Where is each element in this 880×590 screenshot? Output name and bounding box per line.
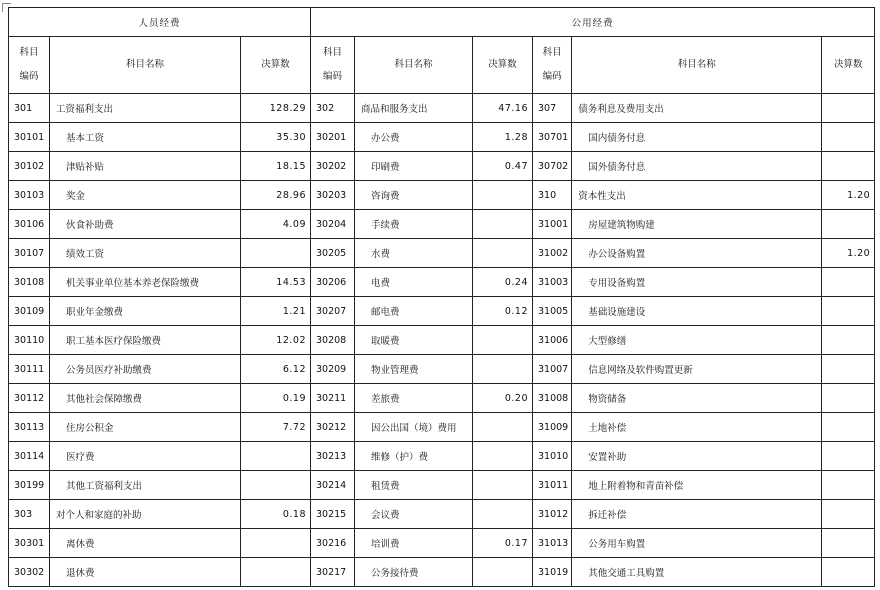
subject-code-cell: 30301 [9,529,50,558]
amount-cell [822,210,875,239]
amount-cell [822,529,875,558]
subject-code-cell: 30701 [533,123,572,152]
subject-name-cell: 住房公积金 [50,413,241,442]
table-row [9,384,875,413]
amount-cell: 0.12 [473,297,533,326]
subject-name-cell: 公务用车购置 [572,529,822,558]
subject-name-cell: 咨询费 [355,181,473,210]
amount-cell [822,471,875,500]
amount-cell: 1.20 [822,181,875,210]
subject-name-cell: 债务利息及费用支出 [572,94,822,123]
subject-code-cell: 30103 [9,181,50,210]
table-row [9,471,875,500]
subject-name-cell: 基本工资 [50,123,241,152]
header-code [533,37,572,94]
subject-code-cell: 30202 [311,152,355,181]
column-header-row [9,37,875,94]
header-amount: 决算数 [241,37,311,94]
table-row [9,355,875,384]
subject-name-cell: 奖金 [50,181,241,210]
subject-code-cell: 31013 [533,529,572,558]
table-row [9,210,875,239]
subject-name-cell: 差旅费 [355,384,473,413]
subject-code-cell: 30109 [9,297,50,326]
table-row [9,181,875,210]
amount-cell [241,471,311,500]
subject-code-cell: 30207 [311,297,355,326]
subject-name-cell: 印刷费 [355,152,473,181]
subject-name-cell: 会议费 [355,500,473,529]
amount-cell: 6.12 [241,355,311,384]
subject-name-cell: 办公费 [355,123,473,152]
subject-name-cell: 取暖费 [355,326,473,355]
subject-name-cell: 其他社会保障缴费 [50,384,241,413]
header-code-line1: 科目 [542,47,562,58]
amount-cell [822,297,875,326]
subject-name-cell: 医疗费 [50,442,241,471]
subject-code-cell: 30108 [9,268,50,297]
amount-cell: 1.28 [473,123,533,152]
subject-code-cell: 31008 [533,384,572,413]
amount-cell [822,123,875,152]
subject-code-cell: 31001 [533,210,572,239]
subject-code-cell: 31012 [533,500,572,529]
header-name: 科目名称 [572,37,822,94]
amount-cell: 128.29 [241,94,311,123]
subject-name-cell: 公务员医疗补助缴费 [50,355,241,384]
subject-name-cell: 维修（护）费 [355,442,473,471]
header-name: 科目名称 [355,37,473,94]
header-amount: 决算数 [473,37,533,94]
expenditure-table-sheet [8,7,875,587]
section-public: 公用经费 [311,8,875,37]
amount-cell: 47.16 [473,94,533,123]
subject-name-cell: 物资储备 [572,384,822,413]
amount-cell: 12.02 [241,326,311,355]
table-row [9,529,875,558]
subject-code-cell: 30214 [311,471,355,500]
header-code-line1: 科目 [322,47,342,58]
subject-code-cell: 30211 [311,384,355,413]
amount-cell: 0.24 [473,268,533,297]
subject-name-cell: 因公出国（境）费用 [355,413,473,442]
subject-code-cell: 30112 [9,384,50,413]
subject-name-cell: 国内债务付息 [572,123,822,152]
amount-cell [241,442,311,471]
subject-code-cell: 31011 [533,471,572,500]
subject-code-cell: 31019 [533,558,572,587]
amount-cell: 0.17 [473,529,533,558]
subject-name-cell: 信息网络及软件购置更新 [572,355,822,384]
subject-code-cell: 30201 [311,123,355,152]
section-header-row [9,8,875,37]
subject-name-cell: 大型修缮 [572,326,822,355]
table-row [9,268,875,297]
subject-code-cell: 31002 [533,239,572,268]
subject-code-cell: 30213 [311,442,355,471]
subject-name-cell: 其他工资福利支出 [50,471,241,500]
table-row [9,123,875,152]
amount-cell: 0.19 [241,384,311,413]
amount-cell [473,239,533,268]
subject-code-cell: 31010 [533,442,572,471]
table-row [9,152,875,181]
subject-code-cell: 30208 [311,326,355,355]
amount-cell: 1.20 [822,239,875,268]
amount-cell: 28.96 [241,181,311,210]
subject-code-cell: 310 [533,181,572,210]
subject-code-cell: 30209 [311,355,355,384]
subject-code-cell: 30215 [311,500,355,529]
subject-name-cell: 对个人和家庭的补助 [50,500,241,529]
subject-code-cell: 30216 [311,529,355,558]
subject-name-cell: 离休费 [50,529,241,558]
amount-cell [822,94,875,123]
header-code-line2: 编码 [322,71,342,82]
amount-cell: 1.21 [241,297,311,326]
amount-cell [473,326,533,355]
subject-code-cell: 30101 [9,123,50,152]
table-row [9,442,875,471]
subject-name-cell: 绩效工资 [50,239,241,268]
amount-cell [473,210,533,239]
subject-name-cell: 房屋建筑物购建 [572,210,822,239]
subject-code-cell: 31005 [533,297,572,326]
subject-code-cell: 30110 [9,326,50,355]
subject-name-cell: 培训费 [355,529,473,558]
subject-name-cell: 安置补助 [572,442,822,471]
subject-name-cell: 国外债务付息 [572,152,822,181]
subject-code-cell: 30113 [9,413,50,442]
header-code-line2: 编码 [542,71,562,82]
table-row [9,239,875,268]
subject-name-cell: 伙食补助费 [50,210,241,239]
subject-code-cell: 31009 [533,413,572,442]
subject-name-cell: 公务接待费 [355,558,473,587]
subject-name-cell: 土地补偿 [572,413,822,442]
subject-code-cell: 30204 [311,210,355,239]
subject-name-cell: 拆迁补偿 [572,500,822,529]
header-code-line2: 编码 [19,71,39,82]
amount-cell [473,471,533,500]
header-code [9,37,50,94]
subject-code-cell: 30114 [9,442,50,471]
table-row [9,413,875,442]
amount-cell [473,181,533,210]
expenditure-table [8,7,875,587]
amount-cell: 18.15 [241,152,311,181]
subject-name-cell: 物业管理费 [355,355,473,384]
subject-code-cell: 30203 [311,181,355,210]
subject-code-cell: 30205 [311,239,355,268]
subject-code-cell: 30107 [9,239,50,268]
amount-cell: 0.47 [473,152,533,181]
subject-name-cell: 津贴补贴 [50,152,241,181]
amount-cell [241,529,311,558]
header-code [311,37,355,94]
amount-cell: 35.30 [241,123,311,152]
amount-cell [822,152,875,181]
subject-code-cell: 303 [9,500,50,529]
subject-name-cell: 邮电费 [355,297,473,326]
subject-name-cell: 工资福利支出 [50,94,241,123]
amount-cell: 4.09 [241,210,311,239]
amount-cell [822,413,875,442]
subject-name-cell: 机关事业单位基本养老保险缴费 [50,268,241,297]
subject-code-cell: 302 [311,94,355,123]
subject-name-cell: 其他交通工具购置 [572,558,822,587]
subject-name-cell: 水费 [355,239,473,268]
table-row [9,326,875,355]
amount-cell: 0.20 [473,384,533,413]
subject-name-cell: 资本性支出 [572,181,822,210]
subject-code-cell: 30111 [9,355,50,384]
table-row [9,558,875,587]
amount-cell: 14.53 [241,268,311,297]
table-row [9,500,875,529]
subject-code-cell: 31003 [533,268,572,297]
header-name: 科目名称 [50,37,241,94]
subject-code-cell: 30212 [311,413,355,442]
subject-name-cell: 专用设备购置 [572,268,822,297]
subject-name-cell: 租赁费 [355,471,473,500]
subject-code-cell: 30217 [311,558,355,587]
amount-cell [822,384,875,413]
amount-cell [822,355,875,384]
subject-name-cell: 手续费 [355,210,473,239]
subject-code-cell: 30206 [311,268,355,297]
subject-name-cell: 退休费 [50,558,241,587]
subject-code-cell: 30302 [9,558,50,587]
subject-code-cell: 30106 [9,210,50,239]
table-row [9,94,875,123]
amount-cell [473,442,533,471]
subject-code-cell: 301 [9,94,50,123]
amount-cell: 7.72 [241,413,311,442]
subject-code-cell: 31006 [533,326,572,355]
subject-name-cell: 办公设备购置 [572,239,822,268]
header-amount: 决算数 [822,37,875,94]
subject-name-cell: 基础设施建设 [572,297,822,326]
amount-cell [822,558,875,587]
subject-name-cell: 地上附着物和青苗补偿 [572,471,822,500]
subject-name-cell: 电费 [355,268,473,297]
amount-cell [822,268,875,297]
amount-cell: 0.18 [241,500,311,529]
subject-code-cell: 31007 [533,355,572,384]
section-personnel: 人员经费 [9,8,311,37]
subject-code-cell: 30702 [533,152,572,181]
subject-code-cell: 30199 [9,471,50,500]
amount-cell [473,355,533,384]
amount-cell [473,558,533,587]
table-row [9,297,875,326]
amount-cell [241,558,311,587]
subject-code-cell: 307 [533,94,572,123]
amount-cell [473,500,533,529]
subject-code-cell: 30102 [9,152,50,181]
subject-name-cell: 职工基本医疗保险缴费 [50,326,241,355]
subject-name-cell: 职业年金缴费 [50,297,241,326]
amount-cell [241,239,311,268]
header-code-line1: 科目 [19,47,39,58]
amount-cell [822,442,875,471]
amount-cell [473,413,533,442]
amount-cell [822,500,875,529]
amount-cell [822,326,875,355]
subject-name-cell: 商品和服务支出 [355,94,473,123]
